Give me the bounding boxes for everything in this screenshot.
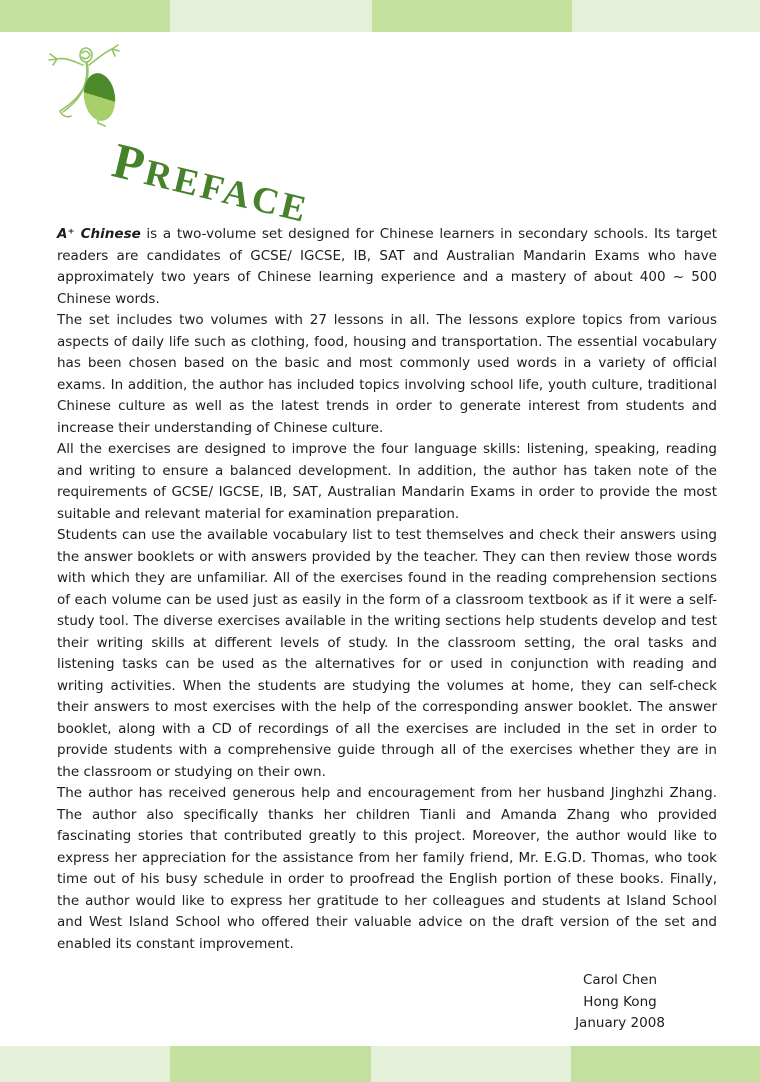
page-title <box>107 131 316 234</box>
preface-body <box>57 224 717 1035</box>
signature-location: Hong Kong <box>583 993 657 1010</box>
strip-segment <box>170 1046 371 1082</box>
signature-author: Carol Chen <box>582 972 658 988</box>
strip-segment <box>572 0 760 32</box>
top-border-strip <box>0 0 760 32</box>
paragraph-text: is a two-volume set designed for Chinese learners in secondary schools. Its target readers are candidates of GCSE/ IGCSE, IB, SAT and Australian Mandarin Exams who have approximately two years of Chinese learning experience and a mastery of about 400 ~ 500 Chinese words. <box>57 226 717 307</box>
logo <box>36 44 176 134</box>
strip-segment <box>0 1046 170 1082</box>
lead-phrase: A⁺ Chinese <box>57 226 141 242</box>
bottom-border-strip <box>0 1046 760 1082</box>
strip-segment <box>371 1046 571 1082</box>
paragraph: The set includes two volumes with 27 lessons in all. The lessons explore topics from various aspects of daily life such as clothing, food, housing and transportation. The essential vocabulary has been chosen based on the basic and most commonly used words in a variety of official exams. In addition, the author has included topics involving school life, youth culture, traditional Chinese culture as well as the latest trends in order to generate interest from students and increase their understanding of Chinese culture. <box>57 312 717 436</box>
signature-block <box>535 970 705 1035</box>
paragraph: The author has received generous help and encouragement from her husband Jinghzhi Zhang. The author also specifically thanks her children Tianli and Amanda Zhang who provided fascinating stories that contributed greatly to this project. Moreover, the author would like to express her appreciation for the assistance from her family friend, Mr. E.G.D. Thomas, who took time out of his busy schedule in order to proofread the English portion of these books. Finally, the author would like to express her gratitude to her colleagues and students at Island School and West Island School who offered their valuable advice on the draft version of the set and enabled its constant improvement. <box>57 785 717 952</box>
paragraph: All the exercises are designed to improve the four language skills: listening, speaking, reading and writing to ensure a balanced development. In addition, the author has taken note of the requirements of GCSE/ IGCSE, IB, SAT, Australian Mandarin Exams in order to provide the most suitable and relevant material for examination preparation. <box>57 441 717 522</box>
signature-date: January 2008 <box>575 1015 665 1031</box>
paragraph: Students can use the available vocabulary list to test themselves and check their answers using the answer booklets or with answers provided by the teacher. They can then review those words with which they are unfamiliar. All of the exercises found in the reading comprehension sections of each volume can be used just as easily in the form of a classroom textbook as if it were a self-study tool. The diverse exercises available in the writing sections help students develop and test their writing skills at different levels of study. In the classroom setting, the oral tasks and listening tasks can be used as the alternatives for or used in conjunction with reading and writing activities. When the students are studying the volumes at home, they can self-check their answers to most exercises with the help of the corresponding answer booklet. The answer booklet, along with a CD of recordings of all the exercises are included in the set in order to provide students with a comprehensive guide through all of the exercises whether they are in the classroom or studying on their own. <box>57 527 717 780</box>
strip-segment <box>372 0 572 32</box>
title-first-letter: P <box>107 131 154 195</box>
strip-segment <box>170 0 372 32</box>
strip-segment <box>0 0 170 32</box>
title-rest: REFACE <box>140 152 313 232</box>
strip-segment <box>571 1046 760 1082</box>
paragraph <box>57 224 717 310</box>
